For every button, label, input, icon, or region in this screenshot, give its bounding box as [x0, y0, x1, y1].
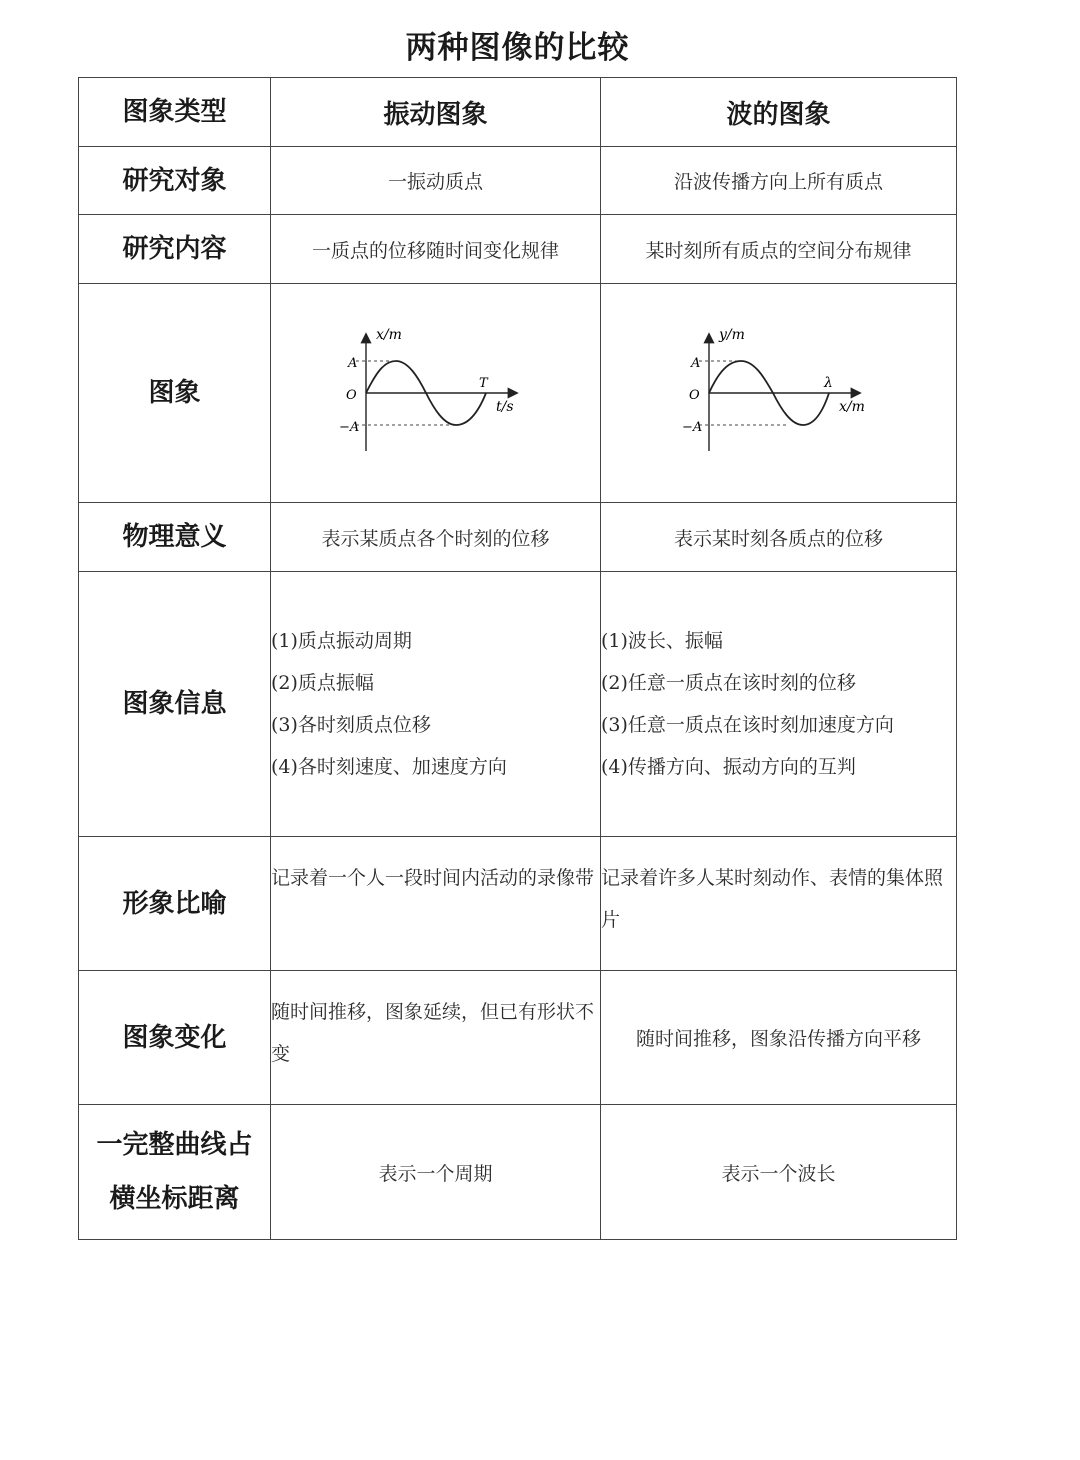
wave-graph-cell	[601, 284, 957, 503]
header-wave: 波的图象	[601, 78, 957, 147]
comparison-table	[78, 77, 957, 1240]
meaning-vibration: 表示某质点各个时刻的位移	[271, 503, 601, 572]
change-vibration	[271, 971, 601, 1105]
info-wave-item: (2)任意一质点在该时刻的位移	[601, 672, 856, 694]
header-vibration: 振动图象	[271, 78, 601, 147]
meaning-wave: 表示某时刻各质点的位移	[601, 503, 957, 572]
vib-origin-label: O	[345, 388, 357, 403]
vib-y-axis-label: x/m	[375, 327, 402, 343]
info-vibration-item: (2)质点振幅	[271, 672, 374, 694]
metaphor-vibration	[271, 837, 601, 971]
info-vibration	[271, 572, 601, 837]
change-vibration-text: 随时间推移，图象延续，但已有形状不变	[271, 1001, 595, 1065]
info-wave-item: (1)波长、振幅	[601, 630, 723, 652]
page-title: 两种图像的比较	[405, 30, 630, 66]
metaphor-wave-text: 记录着许多人某时刻动作、表情的集体照片	[601, 867, 944, 931]
table-row-distance	[79, 1105, 957, 1240]
row-label-distance	[79, 1105, 271, 1240]
info-vibration-item: (3)各时刻质点位移	[271, 714, 431, 736]
table-row-object	[79, 147, 957, 215]
table-row-change	[79, 971, 957, 1105]
row-label-object: 研究对象	[79, 147, 271, 215]
row-label-content: 研究内容	[79, 215, 271, 284]
object-vibration: 一振动质点	[271, 147, 601, 215]
vibration-graph-cell	[271, 284, 601, 503]
header-label: 图象类型	[79, 78, 271, 147]
info-vibration-item: (4)各时刻速度、加速度方向	[271, 756, 507, 778]
row-label-distance-line2: 横坐标距离	[109, 1184, 240, 1214]
row-label-change: 图象变化	[79, 971, 271, 1105]
wave-graph	[679, 321, 879, 461]
table-row-info	[79, 572, 957, 837]
vib-amp-neg-label: −A	[338, 420, 359, 435]
info-wave-item: (4)传播方向、振动方向的互判	[601, 756, 856, 778]
content-vibration: 一质点的位移随时间变化规律	[271, 215, 601, 284]
vib-period-label: T	[478, 376, 488, 391]
row-label-metaphor: 形象比喻	[79, 837, 271, 971]
table-row-metaphor	[79, 837, 957, 971]
vib-x-axis-label: t/s	[495, 399, 514, 415]
info-wave-item: (3)任意一质点在该时刻加速度方向	[601, 714, 894, 736]
distance-vibration: 表示一个周期	[271, 1105, 601, 1240]
table-row-header	[79, 78, 957, 147]
wave-wavelength-label: λ	[823, 375, 833, 391]
table-row-meaning	[79, 503, 957, 572]
info-vibration-item: (1)质点振动周期	[271, 630, 412, 652]
distance-wave: 表示一个波长	[601, 1105, 957, 1240]
row-label-info: 图象信息	[79, 572, 271, 837]
wave-x-axis-label: x/m	[838, 399, 865, 415]
row-label-meaning: 物理意义	[79, 503, 271, 572]
wave-origin-label: O	[688, 388, 700, 403]
row-label-distance-line1: 一完整曲线占	[96, 1130, 253, 1160]
metaphor-vibration-text: 记录着一个人一段时间内活动的录像带	[271, 867, 595, 889]
object-wave: 沿波传播方向上所有质点	[601, 147, 957, 215]
wave-amp-pos-label: A	[690, 356, 700, 371]
metaphor-wave	[601, 837, 957, 971]
content-wave: 某时刻所有质点的空间分布规律	[601, 215, 957, 284]
wave-y-axis-label: y/m	[718, 327, 745, 343]
wave-amp-neg-label: −A	[681, 420, 702, 435]
change-wave: 随时间推移，图象沿传播方向平移	[601, 971, 957, 1105]
info-wave	[601, 572, 957, 837]
vibration-graph	[336, 321, 536, 461]
table-row-content	[79, 215, 957, 284]
row-label-graph: 图象	[79, 284, 271, 503]
table-row-graph	[79, 284, 957, 503]
vib-amp-pos-label: A	[347, 356, 357, 371]
